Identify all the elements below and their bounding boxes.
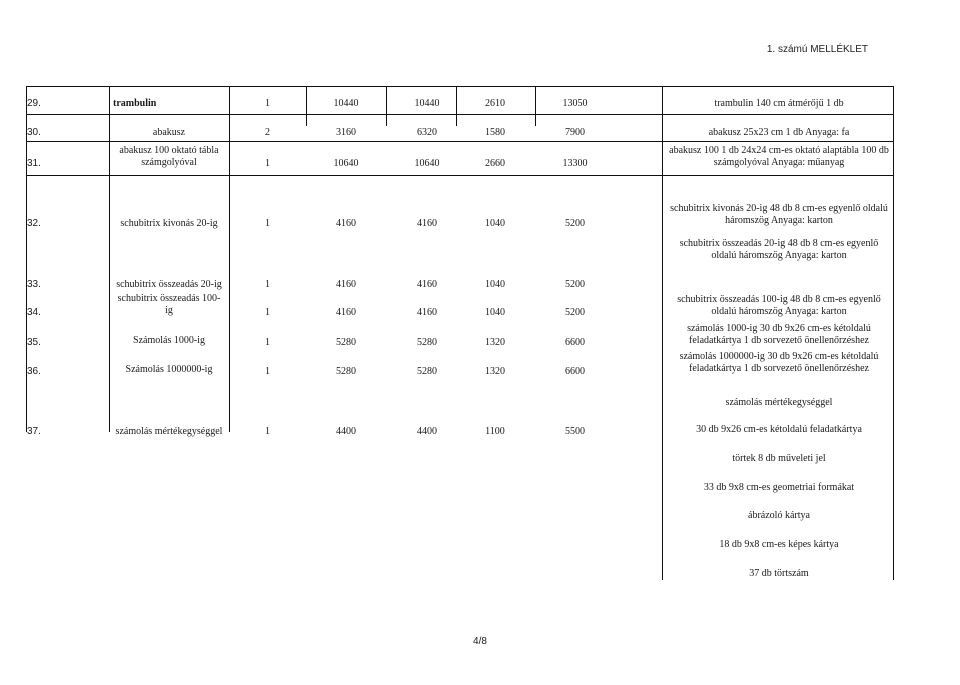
row-37-vat: 1100 (485, 426, 505, 437)
row-36-vat: 1320 (485, 366, 505, 377)
row-32-desc (665, 203, 893, 227)
row-29-qty: 1 (265, 98, 270, 109)
row-31-name-line-2: számgolyóval (141, 157, 197, 168)
row-34-vat: 1040 (485, 307, 505, 318)
row-29-net-total: 10440 (414, 98, 440, 109)
row-37-num: 37. (27, 426, 41, 437)
table-rule-row29 (26, 114, 894, 115)
row-29-desc: trambulin 140 cm átmérőjű 1 db (714, 98, 844, 109)
row-30-vat: 1580 (485, 127, 505, 138)
row-36-desc (665, 351, 893, 375)
row-31-num: 31. (27, 158, 41, 169)
row-37-name: számolás mértékegységgel (115, 426, 223, 437)
row-35-desc-line-2: feladatkártya 1 db sorvezető önellenőrzéshez (689, 335, 869, 346)
row-37-desc-5: ábrázoló kártya (748, 510, 810, 521)
row-37-desc-7: 37 db törtszám (749, 568, 809, 579)
row-31-vat: 2660 (485, 158, 505, 169)
annex-label: 1. számú MELLÉKLET (766, 44, 868, 55)
row-31-name-line-1: abakusz 100 oktató tábla (119, 145, 219, 156)
row-34-name-line-1: schubitrix összeadás 100- (117, 293, 221, 304)
table-rule-row30 (26, 141, 894, 142)
row-36-desc-line-1: számolás 1000000-ig 30 db 9x26 cm-es kétoldalú (679, 351, 879, 362)
row-31-gross-total: 13300 (562, 158, 588, 169)
row-33-vat: 1040 (485, 279, 505, 290)
row-32-qty: 1 (265, 218, 270, 229)
row-37-desc-2: 30 db 9x26 cm-es kétoldalú feladatkártya (696, 424, 862, 435)
row-34-desc-line-1: schubitrix összeadás 100-ig 48 db 8 cm-es egyenlő (677, 294, 881, 305)
row-37-desc-6: 18 db 9x8 cm-es képes kártya (719, 539, 839, 550)
row-36-name: Számolás 1000000-ig (125, 364, 213, 375)
row-35-num: 35. (27, 337, 41, 348)
row-34-name (110, 293, 228, 317)
row-35-qty: 1 (265, 337, 270, 348)
row-37-desc-3: törtek 8 db műveleti jel (732, 453, 826, 464)
row-32-desc-line-1: schubitrix kivonás 20-ig 48 db 8 cm-es egyenlő oldalú (670, 203, 888, 214)
row-30-net-total: 6320 (417, 127, 437, 138)
row-35-net-total: 5280 (417, 337, 437, 348)
row-32-unit-price: 4160 (336, 218, 356, 229)
row-33-qty: 1 (265, 279, 270, 290)
row-36-num: 36. (27, 366, 41, 377)
row-32-num: 32. (27, 218, 41, 229)
row-36-unit-price: 5280 (336, 366, 356, 377)
row-30-num: 30. (27, 127, 41, 138)
table-rule-top (26, 86, 894, 87)
row-29-vat: 2610 (485, 98, 505, 109)
row-35-gross-total: 6600 (565, 337, 585, 348)
row-32b-desc-line-1: schubitrix összeadás 20-ig 48 db 8 cm-es egyenlő (679, 238, 879, 249)
row-35-name: Számolás 1000-ig (133, 335, 205, 346)
row-32-desc-line-2: háromszög Anyaga: karton (725, 215, 833, 226)
row-29-gross-total: 13050 (562, 98, 588, 109)
row-32-net-total: 4160 (417, 218, 437, 229)
row-37-net-total: 4400 (417, 426, 437, 437)
row-33-net-total: 4160 (417, 279, 437, 290)
row-31-qty: 1 (265, 158, 270, 169)
row-36-qty: 1 (265, 366, 270, 377)
page-number: 4/8 (473, 636, 487, 647)
row-34-gross-total: 5200 (565, 307, 585, 318)
row-37-gross-total: 5500 (565, 426, 585, 437)
table-divider-desc (662, 86, 663, 580)
row-33-unit-price: 4160 (336, 279, 356, 290)
row-30-desc: abakusz 25x23 cm 1 db Anyaga: fa (708, 127, 850, 138)
row-33-gross-total: 5200 (565, 279, 585, 290)
row-29-name: trambulin (113, 98, 157, 109)
row-30-qty: 2 (265, 127, 270, 138)
row-34-net-total: 4160 (417, 307, 437, 318)
row-37-qty: 1 (265, 426, 270, 437)
row-36-desc-line-2: feladatkártya 1 db sorvezető önellenőrzéshez (689, 363, 869, 374)
row-37-desc-1: számolás mértékegységgel (725, 397, 833, 408)
row-29-num: 29. (27, 98, 41, 109)
row-31-net-total: 10640 (414, 158, 440, 169)
row-33-num: 33. (27, 279, 41, 290)
row-34-qty: 1 (265, 307, 270, 318)
row-31-desc-line-1: abakusz 100 1 db 24x24 cm-es oktató alaptábla 100 db (669, 145, 889, 156)
row-34-num: 34. (27, 307, 41, 318)
row-31-unit-price: 10640 (333, 158, 359, 169)
row-31-desc (665, 145, 893, 169)
row-34-name-line-2: ig (165, 305, 173, 316)
row-30-name: abakusz (152, 127, 186, 138)
row-37-desc-4: 33 db 9x8 cm-es geometriai formákat (703, 482, 855, 493)
row-32b-desc (665, 238, 893, 262)
row-29-unit-price: 10440 (333, 98, 359, 109)
row-31-desc-line-2: számgolyóval Anyaga: műanyag (713, 157, 845, 168)
row-35-desc (665, 323, 893, 347)
row-30-gross-total: 7900 (565, 127, 585, 138)
row-37-unit-price: 4400 (336, 426, 356, 437)
table-border-right (893, 86, 894, 580)
table-rule-row31 (26, 175, 894, 176)
row-32-name: schubitrix kivonás 20-ig (120, 218, 218, 229)
row-31-name (110, 145, 228, 169)
row-34-unit-price: 4160 (336, 307, 356, 318)
row-35-desc-line-1: számolás 1000-ig 30 db 9x26 cm-es kétoldalú (687, 323, 871, 334)
row-32-vat: 1040 (485, 218, 505, 229)
row-34-desc (665, 294, 893, 318)
row-33-name: schubitrix összeadás 20-ig (116, 279, 222, 290)
row-30-unit-price: 3160 (336, 127, 356, 138)
row-36-gross-total: 6600 (565, 366, 585, 377)
row-32-gross-total: 5200 (565, 218, 585, 229)
row-36-net-total: 5280 (417, 366, 437, 377)
row-34-desc-line-2: oldalú háromszög Anyaga: karton (711, 306, 847, 317)
row-35-unit-price: 5280 (336, 337, 356, 348)
row-35-vat: 1320 (485, 337, 505, 348)
row-32b-desc-line-2: oldalú háromszög Anyaga: karton (711, 250, 847, 261)
